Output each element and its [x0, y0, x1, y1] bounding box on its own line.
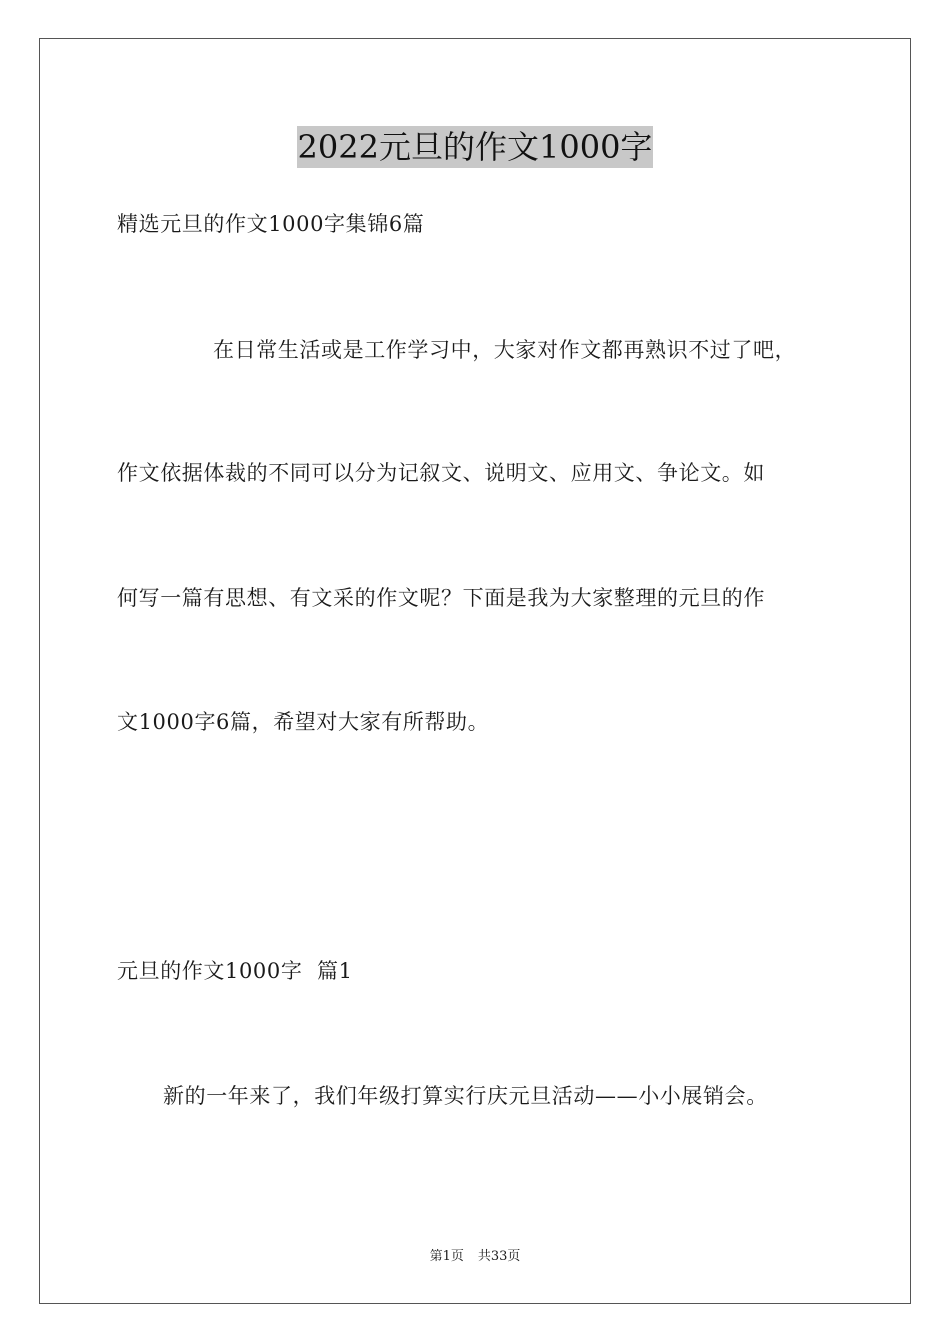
title-container — [0, 126, 950, 168]
document-title: 2022元旦的作文1000字 — [297, 128, 653, 166]
section-heading: 元旦的作文1000字 篇1 — [117, 959, 353, 983]
document-subtitle: 精选元旦的作文1000字集锦6篇 — [117, 212, 425, 236]
page-number-current: 第1页 — [429, 1249, 464, 1264]
page-number-total: 共33页 — [477, 1249, 521, 1264]
intro-line-1: 在日常生活或是工作学习中，大家对作文都再熟识不过了吧， — [213, 338, 797, 362]
page-footer — [0, 1249, 950, 1265]
section-paragraph-line-1: 新的一年来了，我们年级打算实行庆元旦活动——小小展销会。 — [163, 1084, 768, 1108]
intro-line-2: 作文依据体裁的不同可以分为记叙文、说明文、应用文、争论文。如 — [117, 461, 765, 485]
intro-line-4: 文1000字6篇，希望对大家有所帮助。 — [117, 710, 490, 734]
intro-line-3: 何写一篇有思想、有文采的作文呢？下面是我为大家整理的元旦的作 — [117, 586, 765, 610]
